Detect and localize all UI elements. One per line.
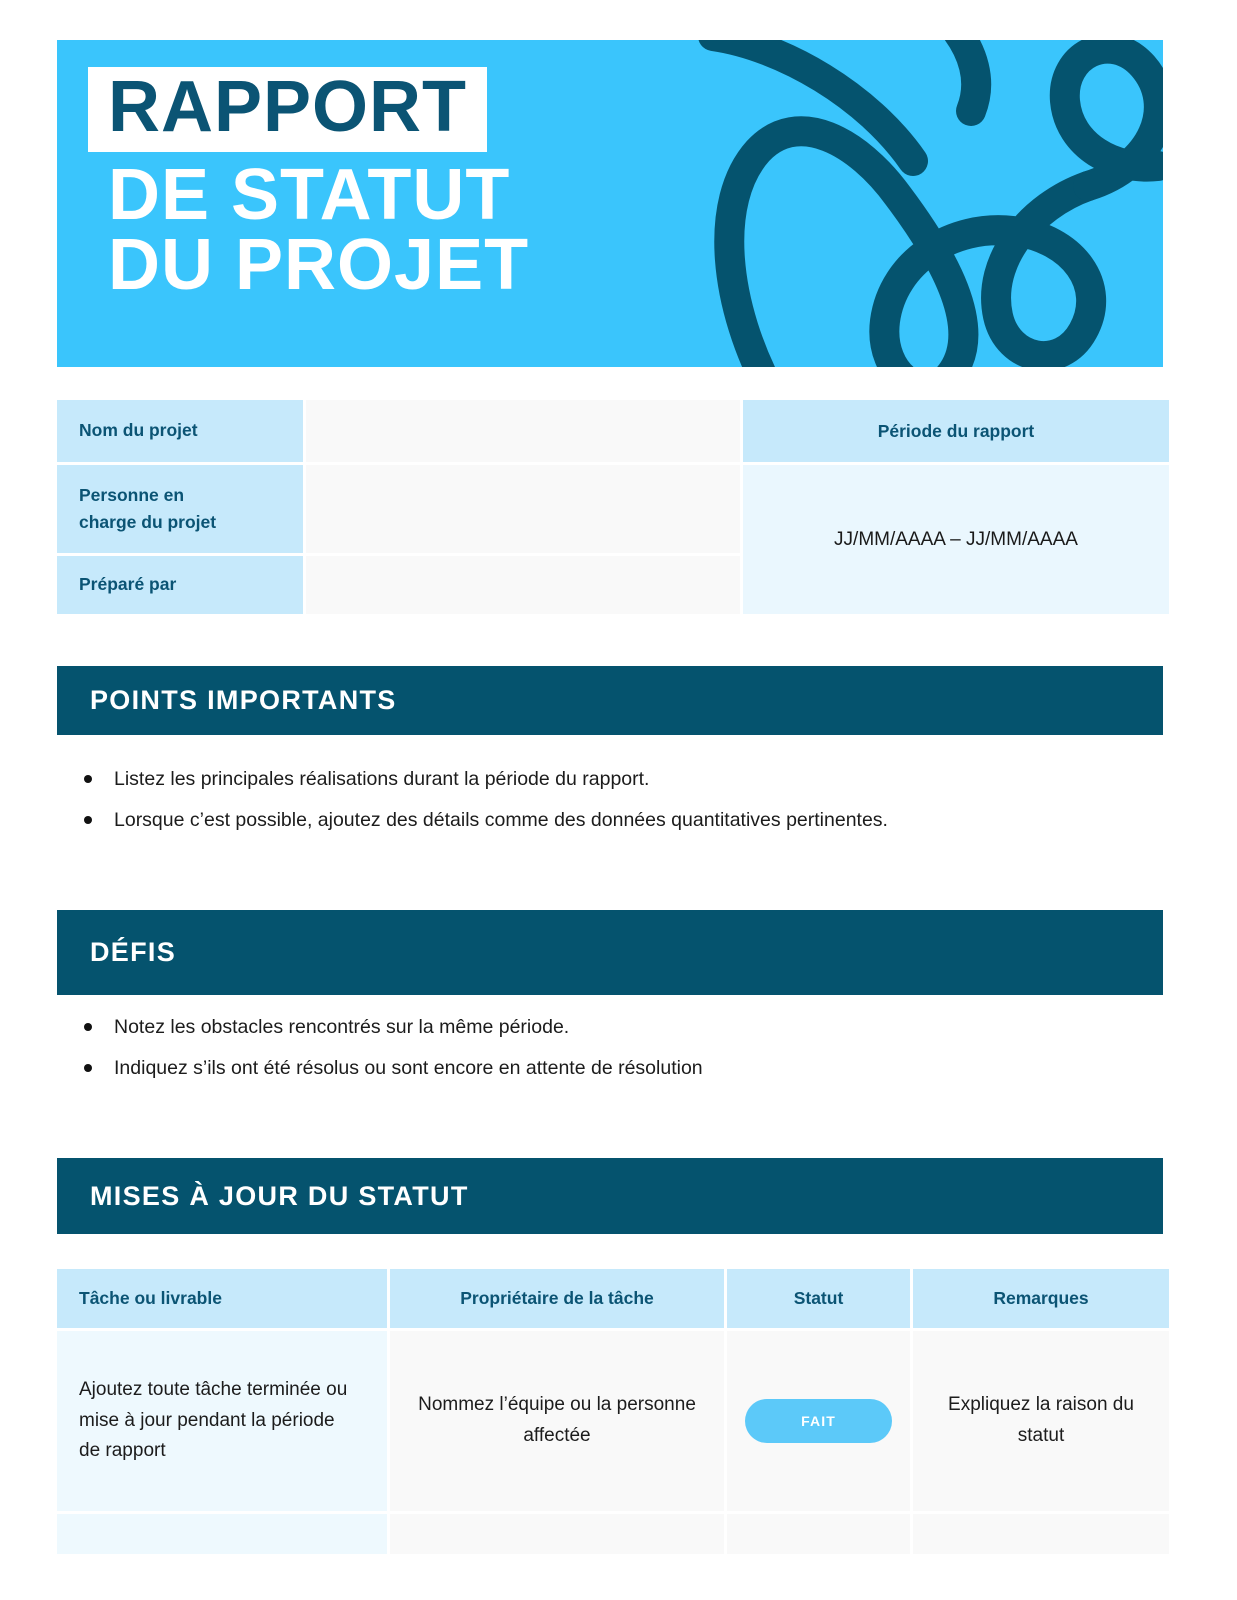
list-item: Notez les obstacles rencontrés sur la même période. (72, 1012, 1162, 1042)
input-prepare-par[interactable] (306, 556, 740, 614)
page-title (88, 67, 530, 306)
title-line-3: DU PROJET (108, 225, 530, 306)
table-row[interactable]: Expliquez la raison du statut (913, 1331, 1169, 1511)
table-row[interactable] (390, 1514, 724, 1554)
project-info-table (57, 400, 1163, 614)
title-line-2: DE STATUT (108, 155, 511, 236)
table-row[interactable] (913, 1514, 1169, 1554)
decorative-swirl-icon (653, 40, 1163, 367)
table-row[interactable] (57, 1514, 387, 1554)
table-row[interactable] (727, 1514, 910, 1554)
list-item: Indiquez s’ils ont été résolus ou sont encore en attente de résolution (72, 1053, 1162, 1083)
table-row (727, 1331, 910, 1511)
column-header-statut: Statut (727, 1269, 910, 1328)
column-header-tache-ou-livrable: Tâche ou livrable (57, 1269, 387, 1328)
section-title-mises-a-jour: MISES À JOUR DU STATUT (90, 1180, 469, 1211)
input-personne-en-charge[interactable] (306, 465, 740, 553)
column-header-remarques: Remarques (913, 1269, 1169, 1328)
label-periode-du-rapport: Période du rapport (743, 400, 1169, 462)
title-line1-highlight (88, 67, 487, 152)
section-header-points-importants (57, 666, 1163, 735)
input-nom-du-projet[interactable] (306, 400, 740, 462)
section-title-points-importants: POINTS IMPORTANTS (90, 685, 397, 715)
label-personne-en-charge: Personne en charge du projet (57, 465, 303, 553)
title-line-1: RAPPORT (108, 67, 468, 147)
label-nom-du-projet: Nom du projet (57, 400, 303, 462)
label-prepare-par: Préparé par (57, 556, 303, 614)
table-row[interactable]: Ajoutez toute tâche terminée ou mise à jour pendant la période de rapport (57, 1331, 387, 1511)
section-header-mises-a-jour-du-statut (57, 1158, 1163, 1234)
list-item: Listez les principales réalisations durant la période du rapport. (72, 764, 1162, 794)
value-periode-du-rapport[interactable]: JJ/MM/AAAA – JJ/MM/AAAA (743, 465, 1169, 614)
status-updates-table (57, 1269, 1163, 1554)
header-banner (57, 40, 1163, 367)
bullet-list-defis (72, 1012, 1162, 1094)
column-header-proprietaire: Propriétaire de la tâche (390, 1269, 724, 1328)
section-header-defis (57, 910, 1163, 995)
table-row[interactable]: Nommez l’équipe ou la personne affectée (390, 1331, 724, 1511)
status-badge[interactable]: FAIT (745, 1399, 892, 1444)
section-title-defis: DÉFIS (90, 937, 177, 967)
list-item: Lorsque c’est possible, ajoutez des détails comme des données quantitatives pertinentes. (72, 805, 1162, 835)
bullet-list-points-importants (72, 764, 1162, 846)
